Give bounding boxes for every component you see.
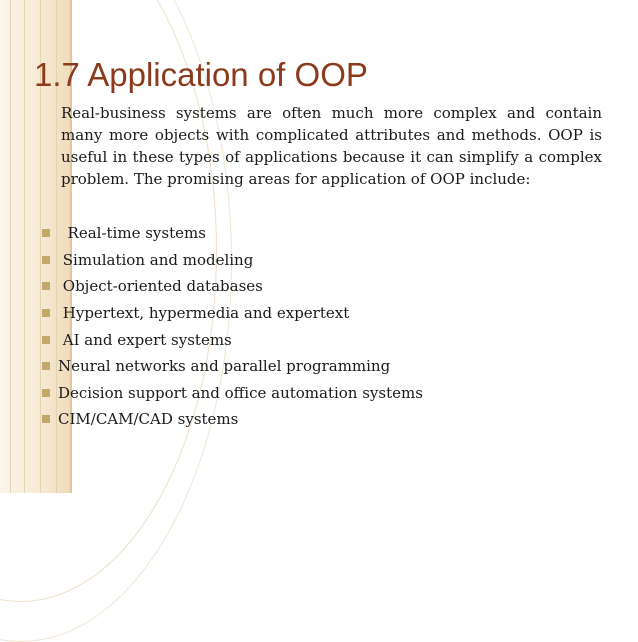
bullet-text: Real-time systems [58,224,206,243]
bullet-text: Object-oriented databases [58,277,263,296]
band-line [24,0,25,493]
list-item [42,326,423,353]
bullet-text: AI and expert systems [58,330,232,349]
bullet-text: Neural networks and parallel programming [58,357,391,376]
square-bullet-icon [42,229,50,237]
intro-paragraph: Real-business systems are often much more complex and contain many more objects with complicated attributes and methods. OOP is useful in these types of applications because it can simplify a complex problem. The promising areas for application of OOP include: [61,104,602,188]
square-bullet-icon [42,282,50,290]
bullet-text: Hypertext, hypermedia and expertext [58,304,350,323]
square-bullet-icon [42,256,50,264]
list-item [42,380,423,407]
band-line [10,0,11,493]
bullet-text: Simulation and modeling [58,250,254,269]
bullet-text: Decision support and office automation systems [58,383,423,402]
square-bullet-icon [42,362,50,370]
bullet-list [42,220,423,433]
slide-title: 1.7 Application of OOP [34,56,368,93]
square-bullet-icon [42,336,50,344]
bullet-text: CIM/CAM/CAD systems [58,410,239,429]
square-bullet-icon [42,309,50,317]
list-item [42,273,423,300]
list-item [42,300,423,327]
list-item [42,406,423,433]
square-bullet-icon [42,415,50,423]
square-bullet-icon [42,389,50,397]
list-item [42,247,423,274]
list-item [42,353,423,380]
list-item [42,220,423,247]
